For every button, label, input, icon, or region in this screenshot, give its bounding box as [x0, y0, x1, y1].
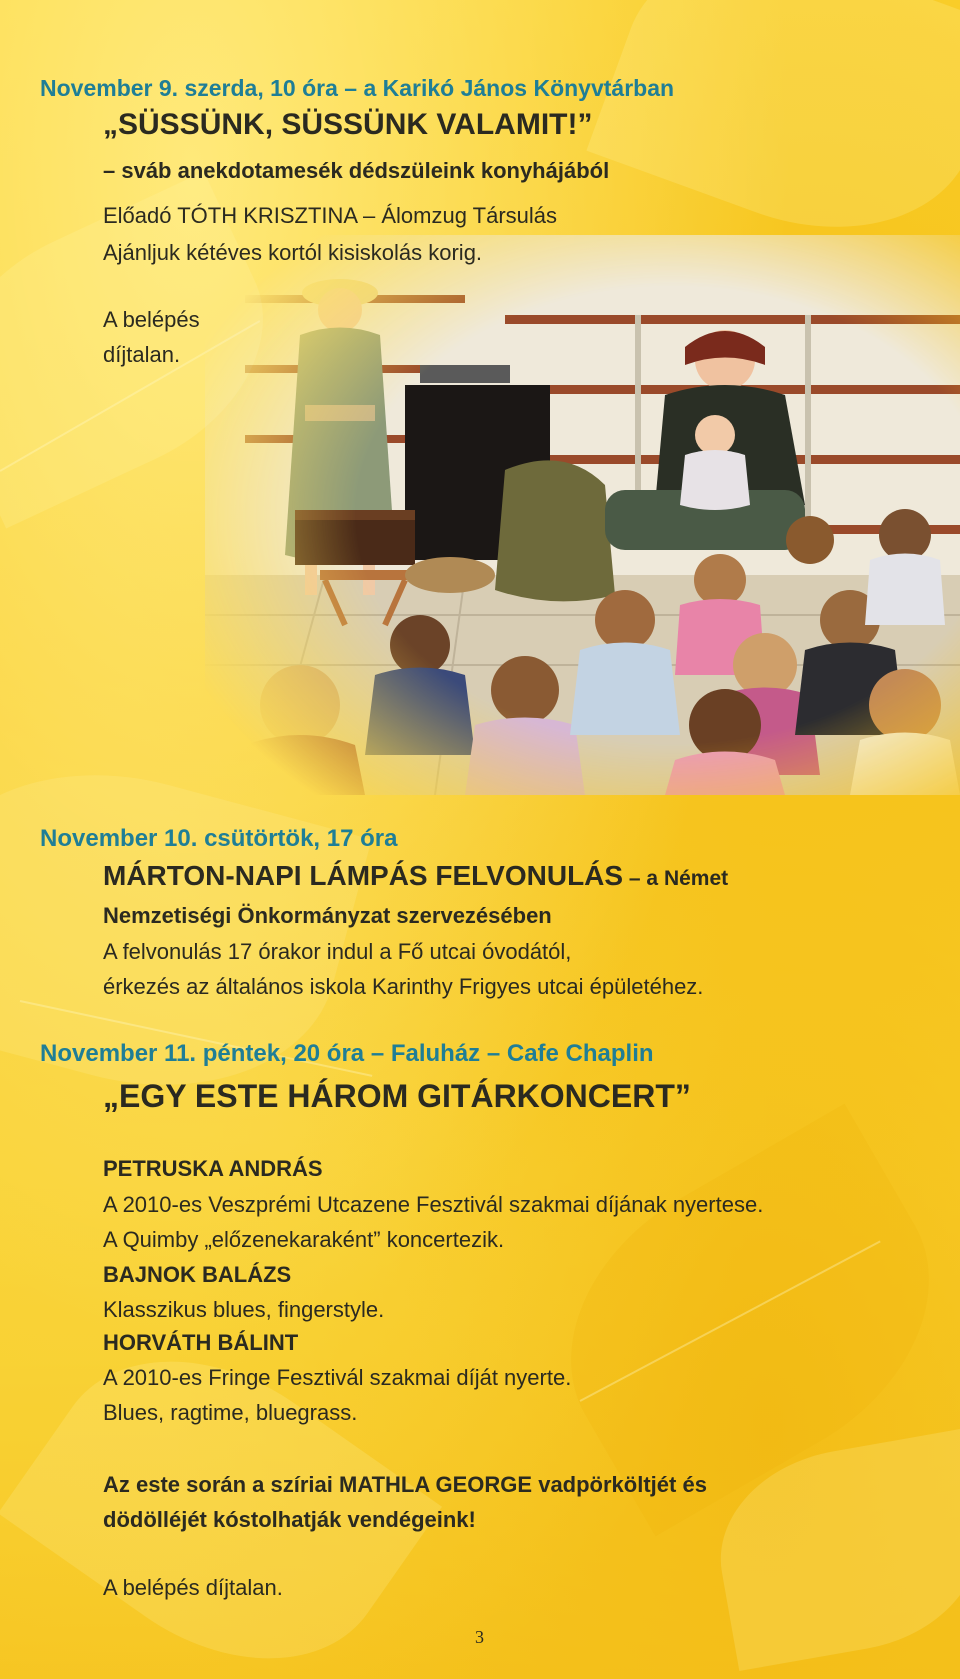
page-number: 3: [475, 1627, 484, 1647]
event2-title-suffix: – a Német: [623, 867, 729, 890]
event2-title-line: [103, 860, 728, 892]
performer-line: A 2010-es Fringe Fesztivál szakmai díját nyerte.: [103, 1365, 572, 1390]
event2-organizer: Nemzetiségi Önkormányzat szervezésében: [103, 903, 552, 928]
performer-name: BAJNOK BALÁZS: [103, 1262, 292, 1287]
leaf-decoration: [586, 0, 960, 274]
event1-performer: Előadó TÓTH KRISZTINA – Álomzug Társulás: [103, 203, 558, 228]
event3-entry: A belépés díjtalan.: [103, 1575, 283, 1600]
storytelling-photo-illustration: [205, 235, 960, 795]
performer-line: A Quimby „előzenekaraként” koncertezik.: [103, 1227, 505, 1252]
event1-subtitle: – sváb anekdotamesék dédszüleink konyhájából: [103, 158, 610, 183]
performer-line: A 2010-es Veszprémi Utcazene Fesztivál szakmai díjának nyertese.: [103, 1192, 764, 1217]
event2-line1: A felvonulás 17 órakor indul a Fő utcai óvodától,: [103, 939, 572, 964]
performer-name: PETRUSKA ANDRÁS: [103, 1156, 323, 1181]
performer-name: HORVÁTH BÁLINT: [103, 1330, 299, 1355]
performer-line: Klasszikus blues, fingerstyle.: [103, 1297, 385, 1322]
event3-note-line2: dödölléjét kóstolhatják vendégeink!: [103, 1507, 476, 1532]
event1-audience: Ajánljuk kétéves kortól kisiskolás korig.: [103, 240, 483, 265]
event1-entry-line2: díjtalan.: [103, 342, 181, 367]
performer-line: Blues, ragtime, bluegrass.: [103, 1400, 358, 1425]
event2-date: November 10. csütörtök, 17 óra: [40, 825, 398, 852]
event3-date: November 11. péntek, 20 óra – Faluház – Cafe Chaplin: [40, 1040, 654, 1067]
event2-title: MÁRTON-NAPI LÁMPÁS FELVONULÁS: [103, 860, 624, 891]
event3-note-line1: Az este során a szíriai MATHLA GEORGE vadpörköltjét és: [103, 1472, 707, 1497]
event-photo: [205, 235, 960, 795]
event1-entry-line1: A belépés: [103, 307, 200, 332]
event2-line2: érkezés az általános iskola Karinthy Frigyes utcai épületéhez.: [103, 974, 704, 999]
event1-date: November 9. szerda, 10 óra – a Karikó János Könyvtárban: [40, 75, 675, 101]
event1-title: „SÜSSÜNK, SÜSSÜNK VALAMIT!”: [103, 108, 593, 141]
event3-title: „EGY ESTE HÁROM GITÁRKONCERT”: [103, 1078, 691, 1114]
